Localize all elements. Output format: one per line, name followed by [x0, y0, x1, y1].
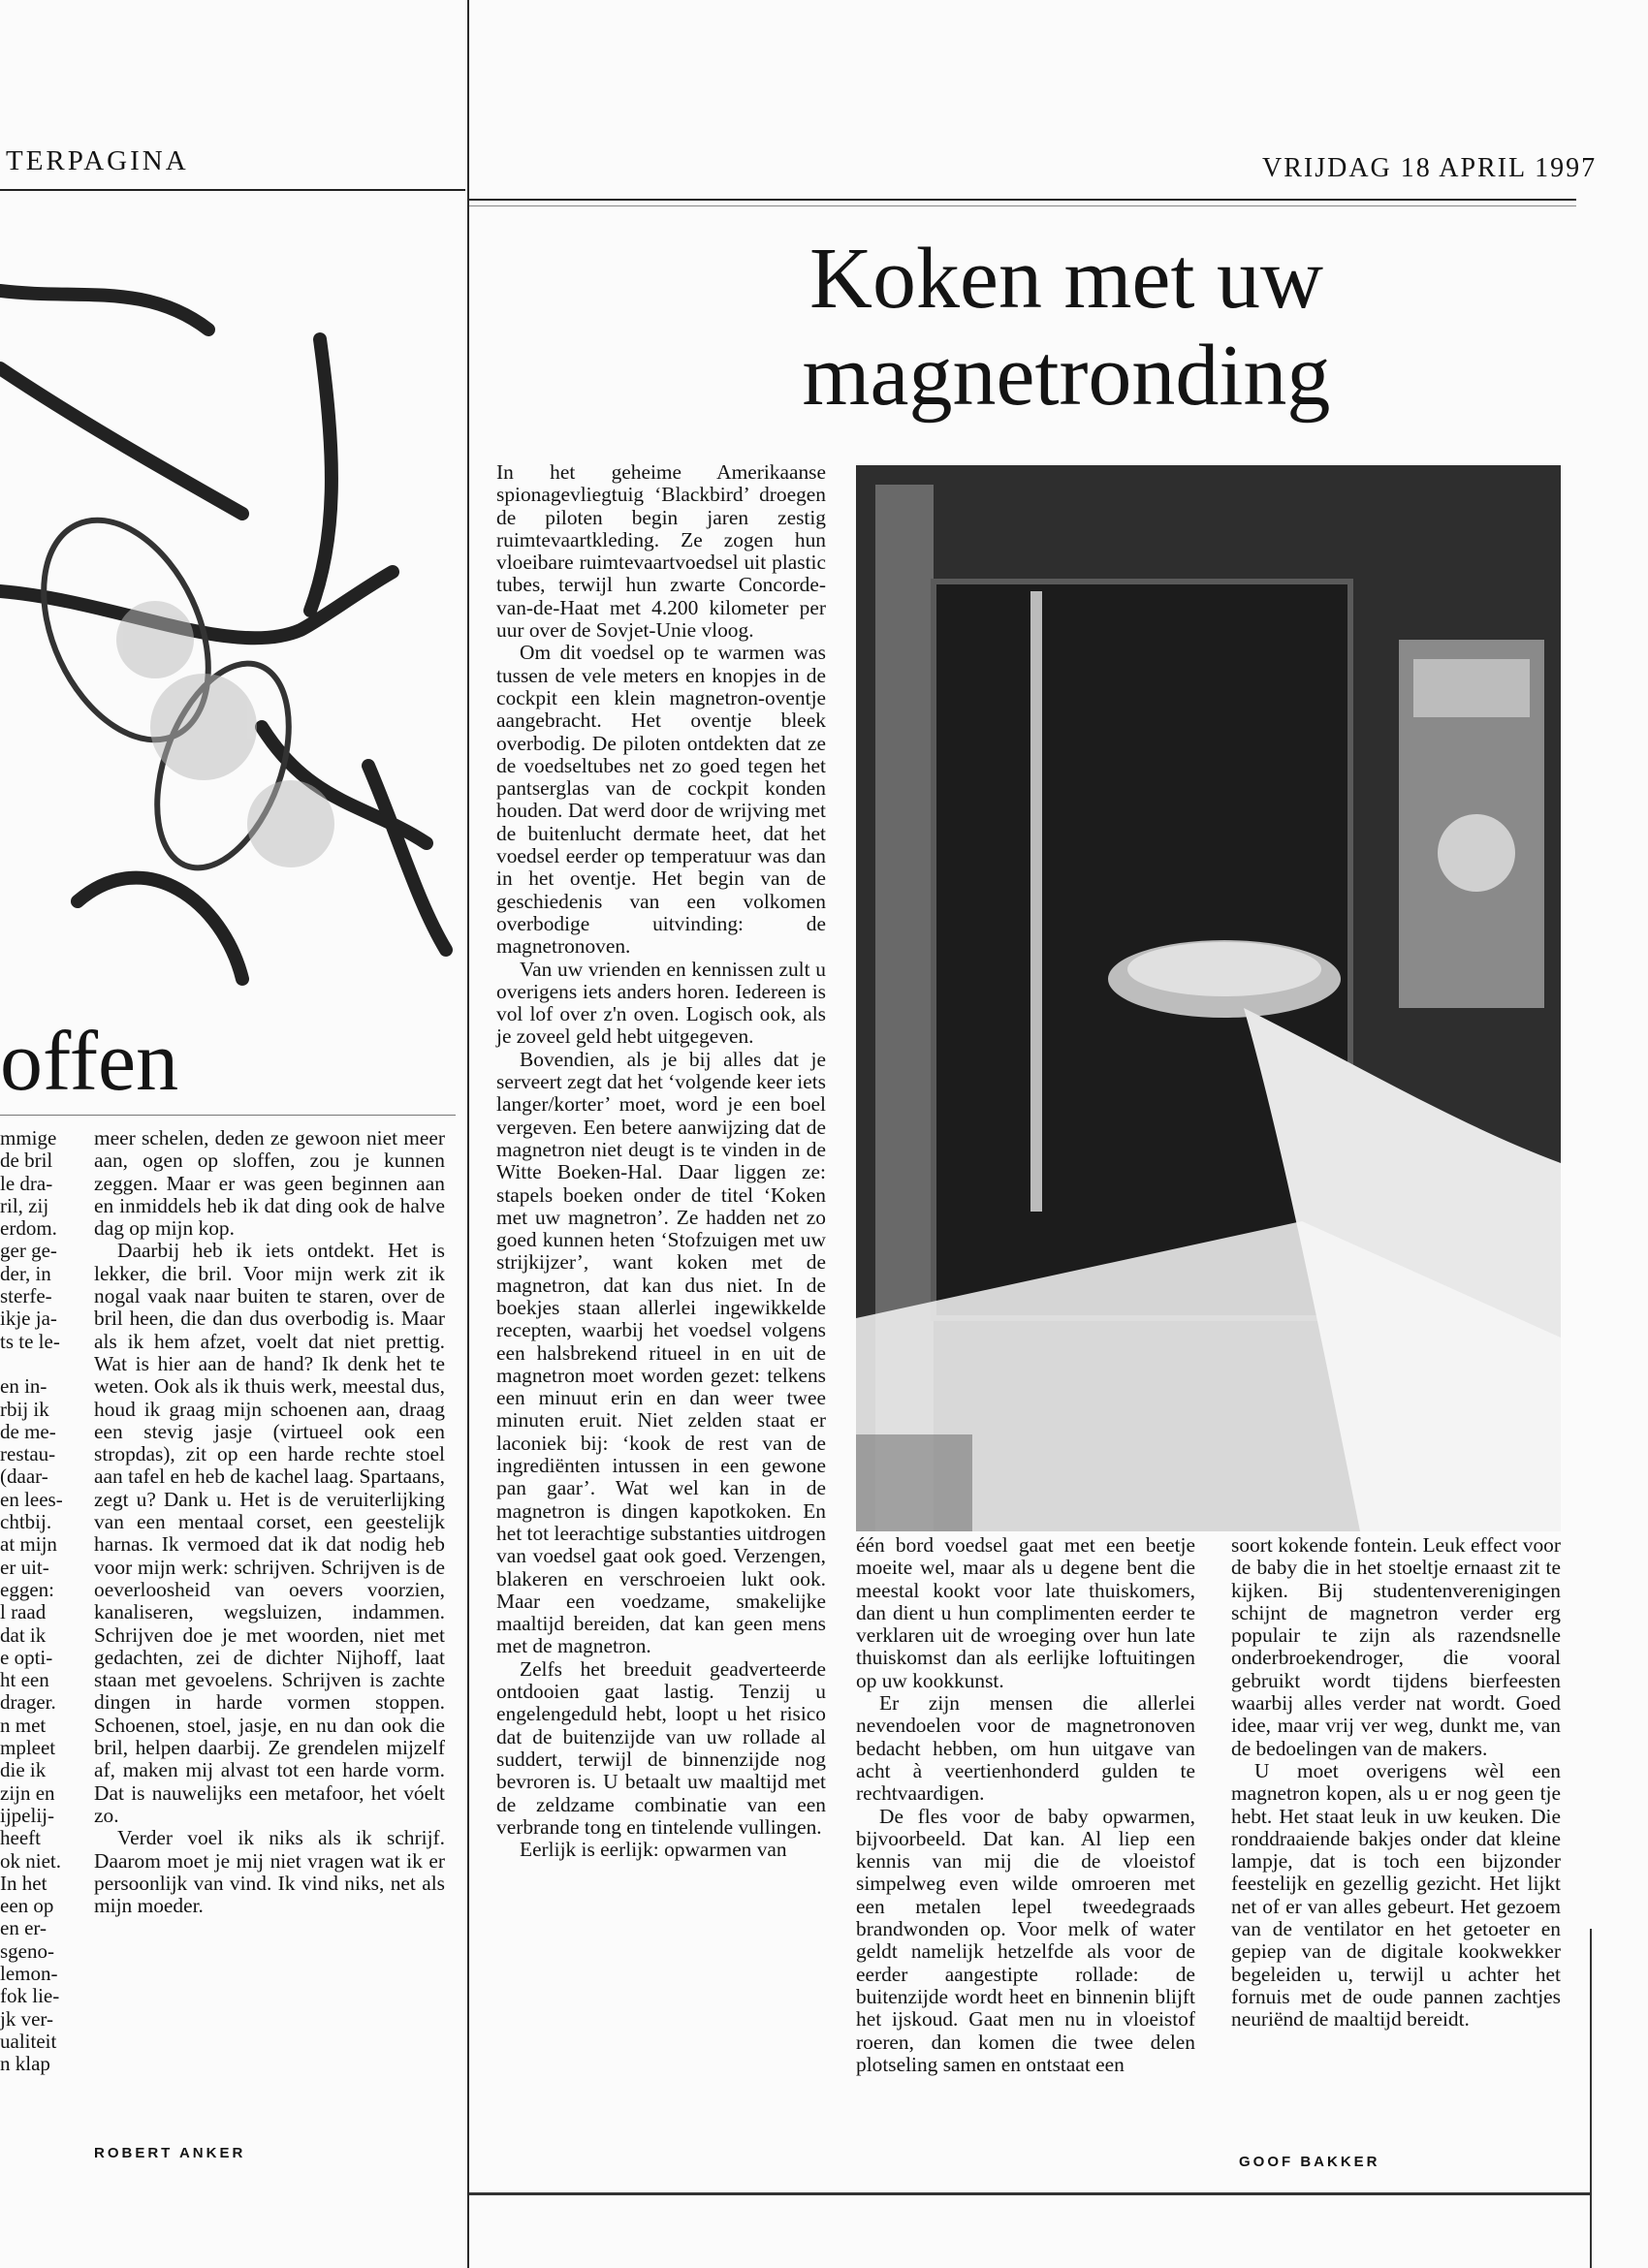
edge-fragment-line: ril, zij — [0, 1193, 49, 1217]
page-gutter — [467, 0, 469, 2268]
edge-fragment-line: der, in — [0, 1261, 51, 1285]
microwave-photo-art — [856, 465, 1561, 1531]
edge-fragment-line: ger ge- — [0, 1239, 57, 1263]
edge-fragment-line: mpleet — [0, 1736, 56, 1760]
main-paragraph: Zelfs het breeduit geadverteerde ontdooien gaat lastig. Tenzij u engelengeduld hebt, loopt u het risico dat de buitenzijde van uw rollade al suddert, terwijl de binnenzijde nog bevroren is. U betaalt uw maaltijd met de zeldzame combinatie van een verbrande tong en tintelende vullingen. — [496, 1656, 826, 1839]
edge-fragment-line: er uit- — [0, 1555, 49, 1579]
main-paragraph: De fles voor de baby opwarmen, bijvoorbeeld. Dat kan. Al liep een kennis van mij die de vloeistof simpelweg even wilde omroeren met een metalen lepel tweedegraads brandwonden op. Voor melk of water geldt namelijk hetzelfde als voor de eerder aangestipte rollade: de buitenzijde wordt heet en binnenin blijft het ijskoud. Gaat men nu in vloeistof roeren, dan komen die twee delen plotseling samen en ontstaat een — [856, 1804, 1195, 2076]
date-header: VRIJDAG 18 APRIL 1997 — [1262, 153, 1598, 183]
headline-underline — [0, 1115, 456, 1116]
left-paragraph: Daarbij heb ik iets ontdekt. Het is lekker, die bril. Voor mijn werk zit ik nogal vaak naar buiten te staren, over de bril heen, die dan dus overbodig is. Maar als ik hem afzet, voelt dat niet prettig. Wat is hier aan de hand? Ik denk het te weten. Ook als ik thuis werk, meestal dus, houd ik graag mijn schoenen aan, draag een stevig jasje (virtueel ook een stropdas), zit op een harde rechte stoel aan tafel en heb de kachel laag. Spartaans, zegt u? Dank u. Het is de veruiterlijking van een mentaal corset, een geestelijk harnas. Ik vermoed dat ik dat nodig heb voor mijn werk: schrijven. Schrijven is de oeverlooshеid van oevers voorzien, kanaliseren, wegsluizen, indammen. Schrijven doe je met woorden, niet met gedachten, zei de dichter Nijhoff, laat staan met gevoelens. Schrijven is zachte dingen in harde vormen stoppen. Schoenen, stoel, jasje, en nu dan ook die bril, helpen daarbij. Ze grendelen mijzelf af, maken mij alvast tot een harde vorm. Dat is nauwelijks een metafoor, het vóelt zo. — [94, 1239, 445, 1827]
edge-fragment-line: restau- — [0, 1442, 56, 1466]
edge-fragment-line: In het — [0, 1871, 48, 1895]
edge-fragment-line: n klap — [0, 2052, 50, 2076]
edge-fragment-line: jk ver- — [0, 2006, 53, 2031]
edge-fragment-line: drager. — [0, 1690, 56, 1715]
page-bottom-rule — [469, 2192, 1590, 2195]
microwave-photo — [856, 465, 1561, 1531]
edge-fragment-line: ok niet. — [0, 1848, 61, 1873]
edge-fragment-line: sgeno- — [0, 1938, 54, 1963]
edge-fragment-line: eggen: — [0, 1577, 54, 1601]
main-paragraph: Van uw vrienden en kennissen zult u overigens iets anders horen. Iedereen is vol lof over z'n oven. Logisch ook, als je zoveel geld hebt uitgegeven. — [496, 957, 826, 1049]
edge-column — [0, 1127, 82, 2164]
main-paragraph: Om dit voedsel op te warmen was tussen de vele meters en knopjes in de cockpit een klein magnetron-oventje aangebracht. Het oventje bleek overbodig. De piloten ontdekten dat ze de voedseltubes net zo goed tegen het pantserglas van de cockpit konden houden. Dat werd door de wrijving met de buitenlucht dermate heet, dat het voedsel eerder op temperatuur was dan in het oventje. Het begin van de geschiedenis van een volkomen overbodige uitvinding: de magnetronoven. — [496, 641, 826, 959]
edge-fragment-line: fok lie- — [0, 1984, 60, 2008]
main-column-2 — [856, 1534, 1195, 2076]
edge-fragment-line: (daar- — [0, 1465, 48, 1489]
edge-fragment-line: ualiteit — [0, 2029, 57, 2053]
edge-fragment-line: de bril — [0, 1149, 53, 1173]
edge-fragment-line: dat ik — [0, 1622, 47, 1647]
edge-fragment-line — [0, 1353, 82, 1375]
edge-fragment-line: n met — [0, 1713, 47, 1737]
edge-fragment-line: en in- — [0, 1374, 48, 1399]
date-rule-2 — [469, 205, 1576, 206]
headline-fragment: offen — [0, 1015, 179, 1109]
edge-fragment-line: erdom. — [0, 1216, 57, 1241]
article-title: Koken met uw magnetronding — [802, 231, 1331, 424]
main-paragraph: Eerlijk is eerlijk: opwarmen van — [520, 1838, 787, 1862]
edge-fragment-line: lemon- — [0, 1961, 58, 1985]
left-article-column — [94, 1127, 445, 1917]
main-paragraph: één bord voedsel gaat met een beetje moeite wel, maar als u degene bent die meestal kookt voor late thuiskomers, dan dient u hun complimenten eerder te verklaren uit de wroeging over hun late thuiskomst dan als eerlijke loftuitingen op uw kookkunst. — [856, 1533, 1195, 1692]
edge-fragment-line: l raad — [0, 1600, 47, 1624]
edge-fragment-line: ikje ja- — [0, 1307, 57, 1331]
edge-fragment-line: de me- — [0, 1419, 56, 1443]
edge-fragment-line: ts te le- — [0, 1329, 60, 1353]
main-paragraph: Er zijn mensen die allerlei nevendoelen voor de magnetronoven bedacht hebben, om hun uitgave van acht à veertienhonderd gulden te rechtvaardigen. — [856, 1691, 1195, 1806]
edge-fragment-line: mmige — [0, 1127, 57, 1150]
edge-fragment-line: die ik — [0, 1758, 47, 1782]
edge-fragment-line: een op — [0, 1894, 54, 1918]
edge-fragment-line: ht een — [0, 1668, 49, 1692]
edge-fragment-line: at mijn — [0, 1532, 57, 1557]
edge-fragment-line: en er- — [0, 1916, 47, 1940]
main-paragraph: Bovendien, als je bij alles dat je serveert zegt dat het ‘volgende keer iets langer/korter’ moet, word je een boel vergeven. Een betere aanwijzing dat de magnetron niet deugt is te vinden in de Witte Boeken-Hal. Daar liggen ze: stapels boeken onder de titel ‘Koken met uw magnetron’. Ze hadden net zo goed kunnen heten ‘Stofzuigen met uw strijkijzer’, want koken met de magnetron, dat kan dus niet. In de boekjes staan allerlei ingewikkelde recepten, waarbij het voedsel volgens een halsbrekend ritueel in en uit de magnetron moet worden gezet: telkens een minuut erin en dan weer twee minuten eruit. Niet zelden staat er laconiek bij: ‘kook de rest van de ingrediënten intussen in een gewone pan gaar’. Wat wel kan in de magnetron is dingen kapotkoken. En het tot leerachtige substanties uitdrogen van voedsel gaat ook goed. Verzengen, blakeren en verschroeien lukt ook. Maar een voedzame, smakelijke maaltijd bereiden, dat kan geen mens met de magnetron. — [496, 1047, 826, 1658]
main-paragraph: soort kokende fontein. Leuk effect voor de baby die in het stoeltje ernaast zit te kijken. Bij studentenverenigingen schijnt de magnetron verder erg populair te zijn als razendsnelle onderbroekendroger, die vooral gebruikt wordt tijdens bierfeesten waarbij alles verder nat wordt. Goed idee, maar vrij ver weg, dunkt me, van de bedoelingen van de makers. — [1231, 1533, 1561, 1760]
left-page-fragment — [0, 0, 467, 2268]
main-column-1 — [496, 461, 826, 1861]
main-paragraph: In het geheime Amerikaanse spionagevliegtuig ‘Blackbird’ droegen de piloten begin jaren zestig ruimtevaartkleding. Ze zogen hun vloeibare ruimtevaartvoedsel uit plastic tubes, terwijl hun zwarte Concorde-van-de-Haat met 4.200 kilometer per uur over de Sovjet-Unie vloog. — [496, 460, 826, 643]
main-paragraph: U moet overigens wèl een magnetron kopen, als u er nog geen tje hebt. Het staat leuk in uw keuken. Die ronddraaiende bakjes onder dat kleine lampje, dat is toch een bijzonder feestelijk en gezellig gezicht. Het lijkt net of er van alles gebeurt. Het gezoem van de ventilator en het getoeter en gepiep van de digitale kookwekker begeleiden u, terwijl u achter het fornuis met de oude pannen zachtjes neuriënd de maaltijd bereidt. — [1231, 1758, 1561, 2032]
main-column-3 — [1231, 1534, 1561, 2032]
left-paragraph: Verder voel ik niks als ik schrijf. Daarom moet je mij niet vragen wat ik er persoonlijk van vind. Ik vind niks, net als mijn moeder. — [94, 1826, 445, 1918]
edge-fragment-line: ijpelij- — [0, 1803, 54, 1827]
page-right-edge — [1590, 1929, 1592, 2268]
edge-fragment-line: le dra- — [0, 1171, 53, 1195]
edge-fragment-line: zijn en — [0, 1780, 55, 1805]
left-paragraph: meer schelen, deden ze gewoon niet meer aan, ogen op sloffen, zou je kunnen zeggen. Maar er was geen beginnen aan en inmiddels heb ik dat ding ook de halve dag op mijn kop. — [94, 1126, 445, 1241]
edge-fragment-line: en lees- — [0, 1487, 63, 1511]
glasses-illustration — [0, 223, 456, 1018]
edge-fragment-line: rbij ik — [0, 1397, 49, 1421]
edge-fragment-line: heeft — [0, 1826, 41, 1850]
edge-fragment-line: e opti- — [0, 1645, 53, 1669]
header-rule-left — [0, 189, 465, 191]
date-rule — [469, 199, 1576, 201]
main-signature: GOOF BAKKER — [1239, 2154, 1380, 2170]
edge-fragment-line: chtbij. — [0, 1510, 52, 1534]
left-signature: ROBERT ANKER — [94, 2145, 246, 2161]
section-header: TERPAGINA — [6, 145, 189, 176]
edge-fragment-line: sterfe- — [0, 1284, 52, 1308]
